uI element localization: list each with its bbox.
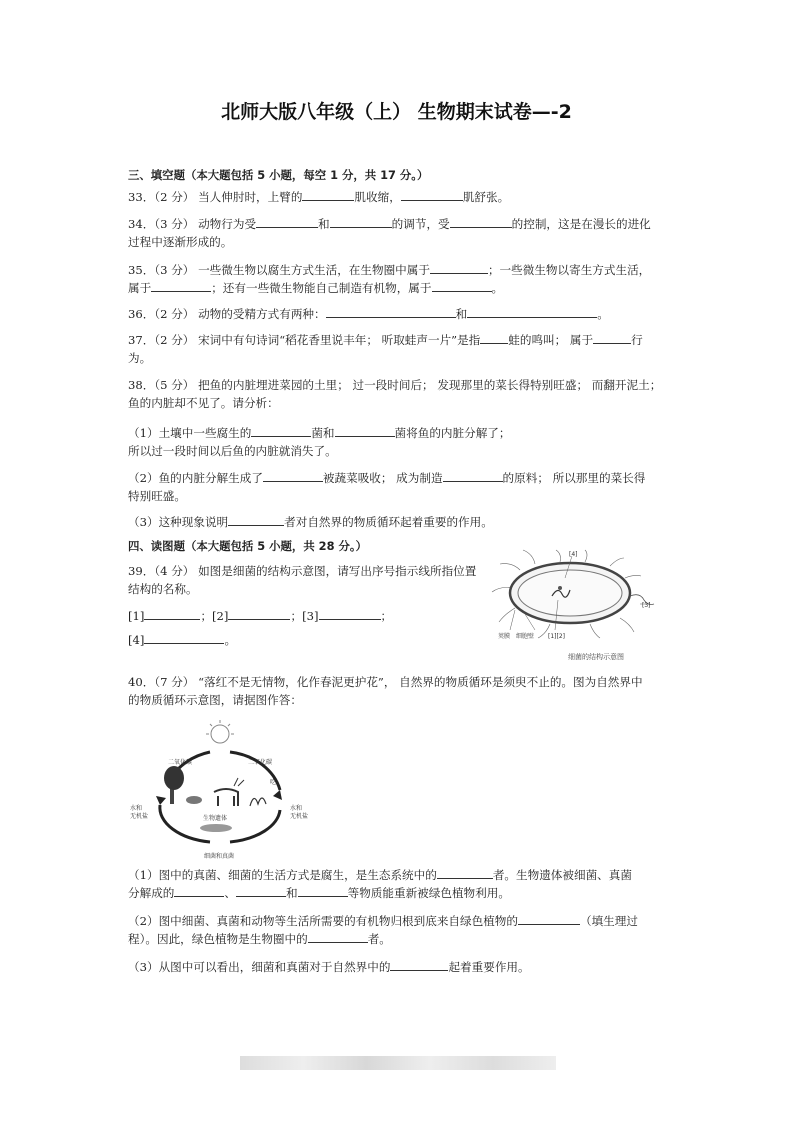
section4-header: 四、读图题（本大题包括 5 小题，共 28 分。） xyxy=(128,539,367,553)
cycle-label-co2-left: 二氧化碳 xyxy=(168,759,193,766)
question-39: 39．（4 分） 如图是细菌的结构示意图，请写出序号指示线所指位置 结构的名称。 xyxy=(128,564,477,596)
bacteria-figure-caption: 细菌的结构示意图 xyxy=(568,653,624,661)
question-33: 33．（2 分） 当人伸肘时，上臂的 肌收缩， 肌舒张。 xyxy=(128,190,510,204)
bacteria-label-1-2: [1][2] xyxy=(548,633,565,640)
bacteria-structure-figure xyxy=(490,548,665,648)
question-39-blanks: [1] ；[2] ；[3] ； xyxy=(128,609,393,623)
page-title: 北师大版八年级（上） 生物期末试卷—-2 xyxy=(221,101,572,123)
question-38: 38．（5 分） 把鱼的内脏埋进菜园的土里； 过一段时间后； 发现那里的菜长得特别旺盛； 而翻开泥土； 鱼的内脏却不见了。请分析： xyxy=(128,378,662,410)
question-34: 34．（3 分） 动物行为受 和 的调节，受 的控制，这是在漫长的进化 过程中逐渐形成的。 xyxy=(128,217,651,249)
cycle-label-microbes: 细菌和真菌 xyxy=(204,853,235,860)
cycle-label-water-left-2: 无机盐 xyxy=(130,813,149,820)
bacteria-label-capsule: 荚膜 xyxy=(498,633,511,640)
question-37: 37．（2 分） 宋词中有句诗词“稻花香里说丰年； 听取蛙声一片”是指 蛙的鸣叫； 属于 行 为。 xyxy=(128,333,643,365)
bacteria-label-3: [3] xyxy=(642,602,651,609)
cycle-label-co2-right: 二氧化碳 xyxy=(248,759,273,766)
cycle-label-remains: 生物遗体 xyxy=(203,815,228,822)
cycle-label-water-right-1: 水和 xyxy=(290,805,303,812)
question-38-part3: （3）这种现象说明 者对自然界的物质循环起着重要的作用。 xyxy=(128,515,493,529)
question-40-part1: （1）图中的真菌、细菌的生活方式是腐生，是生态系统中的 者。生物遗体被细菌、真菌 分解成的 、 和 等物质能重新被绿色植物利用。 xyxy=(128,868,632,900)
material-cycle-figure xyxy=(130,720,330,862)
question-40-part3: （3）从图中可以看出，细菌和真菌对于自然界中的 起着重要作用。 xyxy=(128,960,530,974)
question-40-part2: （2）图中细菌、真菌和动物等生活所需要的有机物归根到底来自绿色植物的 （填生理过 程）。因此，绿色植物是生物圈中的 者。 xyxy=(128,914,638,946)
section3-header: 三、填空题（本大题包括 5 小题，每空 1 分，共 17 分。） xyxy=(128,168,429,182)
question-35: 35．（3 分） 一些微生物以腐生方式生活，在生物圈中属于 ；一些微生物以寄生方式生活， 属于 ；还有一些微生物能自己制造有机物，属于 。 xyxy=(128,263,651,295)
cycle-label-water-left-1: 水和 xyxy=(130,805,143,812)
blurred-footer xyxy=(240,1056,556,1070)
question-39-blank4: [4] 。 xyxy=(128,633,237,647)
question-38-part1: （1）土壤中一些腐生的 菌和 菌将鱼的内脏分解了； 所以过一段时间以后鱼的内脏就消失了。 xyxy=(128,426,511,458)
cycle-label-eat: 吃 xyxy=(270,779,277,786)
bacteria-label-4: [4] xyxy=(569,551,578,558)
cycle-label-water-right-2: 无机盐 xyxy=(290,813,309,820)
question-40: 40．（7 分） “落红不是无情物，化作春泥更护花”， 自然界的物质循环是须臾不止的。图为自然界中 的物质循环示意图，请据图作答： xyxy=(128,675,643,707)
question-36: 36．（2 分） 动物的受精方式有两种： 和 。 xyxy=(128,307,609,321)
bacteria-label-cell-wall: 细胞壁 xyxy=(516,633,535,640)
question-38-part2: （2）鱼的内脏分解生成了 被蔬菜吸收； 成为制造 的原料； 所以那里的菜长得 特别旺盛。 xyxy=(128,471,646,503)
